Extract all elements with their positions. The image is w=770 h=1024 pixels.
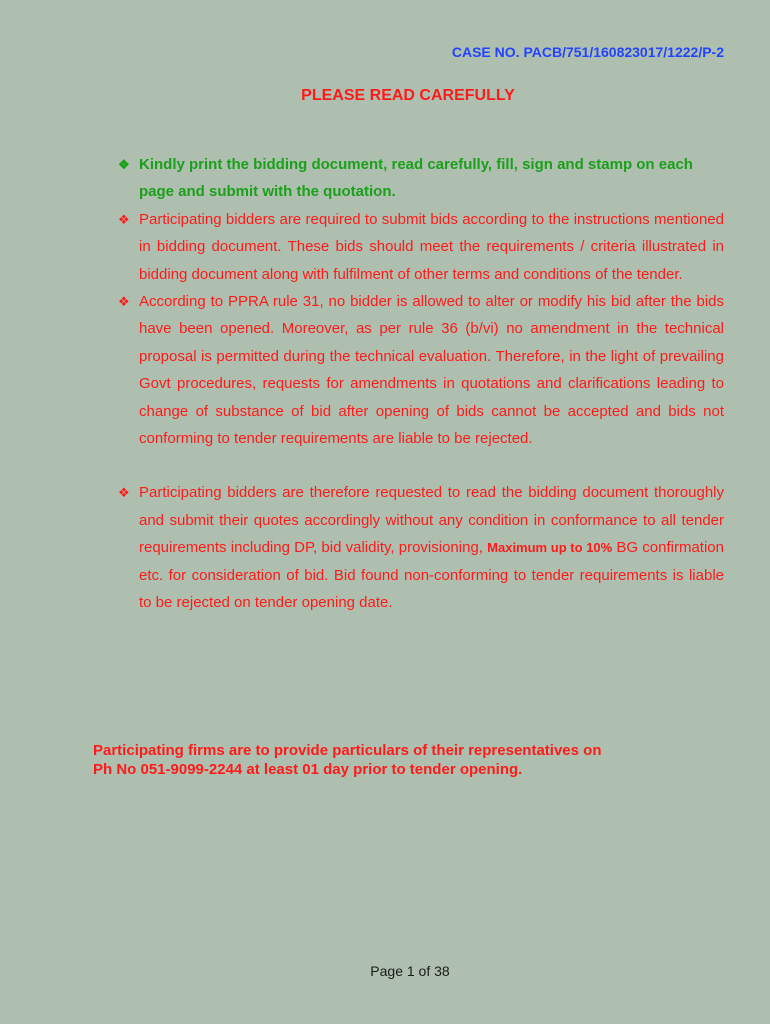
page-number: Page 1 of 38 bbox=[370, 963, 450, 979]
diamond-bullet-icon: ❖ bbox=[118, 211, 130, 227]
bid-guarantee-limit: Maximum up to 10% bbox=[487, 540, 613, 556]
bullet-text: According to PPRA rule 31, no bidder is allowed to alter or modify his bid after the bids have been opened. Moreover, as per rule 36 (b/vi) no amendment in the technical proposal is permitted during the technical evaluation. Therefore, in the light of prevailing Govt procedures, requests for amendments in quotations and clarifications leading to change of substance of bid after opening of bids cannot be accepted and bids not conforming to tender requirements are liable to be rejected. bbox=[139, 293, 724, 448]
diamond-bullet-icon: ❖ bbox=[118, 485, 130, 501]
list-item bbox=[118, 479, 724, 616]
diamond-bullet-icon: ❖ bbox=[118, 294, 130, 310]
page-title: PLEASE READ CAREFULLY bbox=[301, 87, 515, 104]
list-item bbox=[118, 206, 724, 288]
bullet-text: Participating bidders are required to submit bids according to the instructions mentioned in bidding document. These bids should meet the requirements / criteria illustrated in bidding document along with fulfilment of other terms and conditions of the tender. bbox=[139, 210, 724, 283]
note-line-1: Participating firms are to provide particulars of their representatives on bbox=[93, 742, 602, 759]
bullet-text: Participating bidders are therefore requested to read the bidding document thoroughly and submit their quotes accordingly without any condition in conformance to all tender requirements including DP, bid validity, provisioning, bbox=[139, 484, 724, 557]
list-item bbox=[118, 151, 724, 206]
diamond-bullet-icon: ❖ bbox=[118, 157, 130, 172]
representatives-note bbox=[93, 741, 713, 779]
bullet-text: Kindly print the bidding document, read carefully, fill, sign and stamp on each page and submit with the quotation. bbox=[139, 156, 693, 201]
list-item bbox=[118, 288, 724, 452]
case-number: CASE NO. PACB/751/160823017/1222/P-2 bbox=[451, 44, 724, 60]
instructions-list bbox=[118, 151, 724, 617]
bullet-text-continued: BG confirmation etc. for consideration of bid. Bid found non-conforming to tender requirements is liable to be rejected on tender opening date. bbox=[139, 539, 724, 612]
note-line-2: Ph No 051-9099-2244 at least 01 day prior to tender opening. bbox=[93, 761, 523, 778]
